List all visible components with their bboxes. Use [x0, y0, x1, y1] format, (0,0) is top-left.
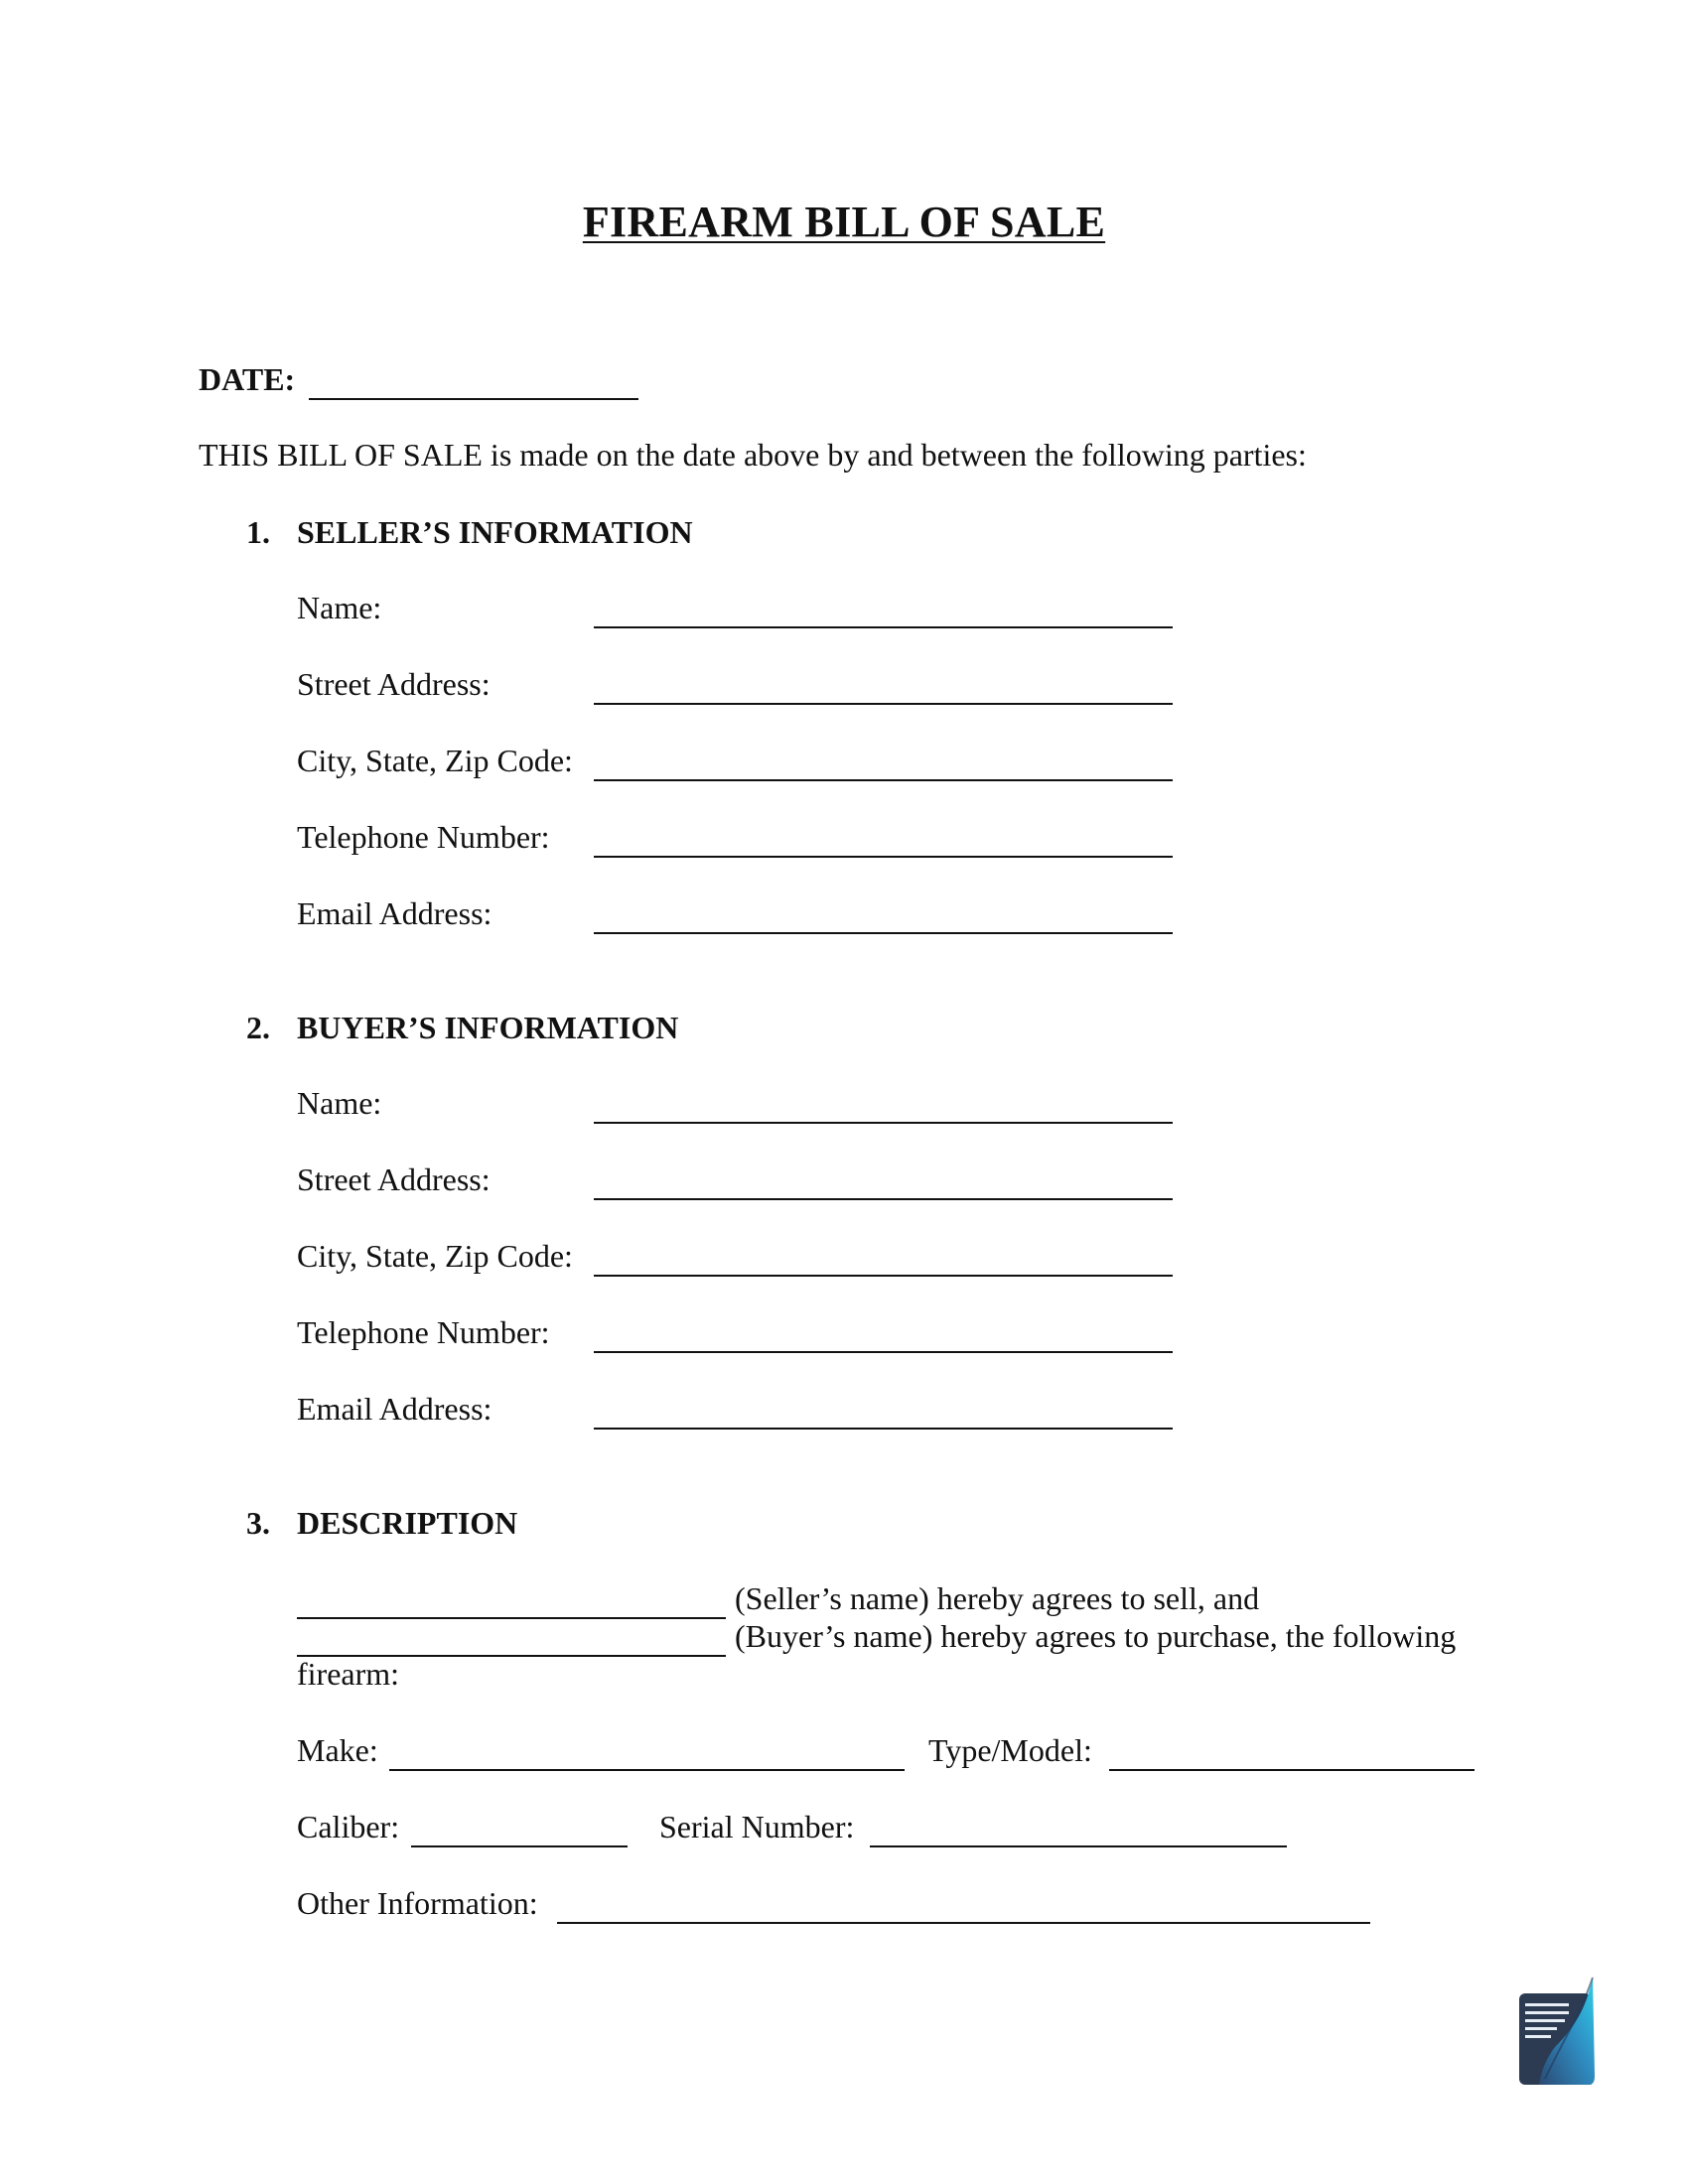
seller-clause-text: (Seller’s name) hereby agrees to sell, and: [735, 1580, 1260, 1616]
serial-number-label: Serial Number:: [659, 1809, 855, 1844]
seller-email-label: Email Address:: [297, 895, 492, 931]
seller-phone-label: Telephone Number:: [297, 819, 550, 855]
make-label: Make:: [297, 1732, 378, 1768]
buyer-name-label: Name:: [297, 1085, 382, 1121]
buyer-phone-label: Telephone Number:: [297, 1314, 550, 1350]
intro-text: THIS BILL OF SALE is made on the date above by and between the following parties:: [199, 437, 1307, 473]
seller-name-label: Name:: [297, 590, 382, 625]
buyer-section-number: 2.: [246, 1010, 270, 1045]
document-feather-logo-icon: [1517, 1976, 1597, 2087]
buyer-street-label: Street Address:: [297, 1161, 491, 1197]
buyer-name-field[interactable]: [594, 1122, 1173, 1124]
date-field[interactable]: [309, 398, 638, 400]
type-model-label: Type/Model:: [928, 1732, 1092, 1768]
description-section-number: 3.: [246, 1505, 270, 1541]
firearm-continuation-text: firearm:: [297, 1656, 400, 1692]
buyer-street-field[interactable]: [594, 1198, 1173, 1200]
serial-number-field[interactable]: [870, 1845, 1287, 1847]
buyer-city-field[interactable]: [594, 1275, 1173, 1277]
buyer-city-label: City, State, Zip Code:: [297, 1238, 573, 1274]
type-model-field[interactable]: [1109, 1769, 1475, 1771]
seller-section-number: 1.: [246, 514, 270, 550]
buyer-email-label: Email Address:: [297, 1391, 492, 1427]
buyer-email-field[interactable]: [594, 1428, 1173, 1430]
seller-phone-field[interactable]: [594, 856, 1173, 858]
make-field[interactable]: [389, 1769, 905, 1771]
description-section-heading: DESCRIPTION: [297, 1505, 518, 1541]
other-information-label: Other Information:: [297, 1885, 538, 1921]
seller-name-blank[interactable]: [297, 1617, 726, 1619]
seller-email-field[interactable]: [594, 932, 1173, 934]
date-label: DATE:: [199, 361, 296, 397]
seller-city-field[interactable]: [594, 779, 1173, 781]
caliber-label: Caliber:: [297, 1809, 400, 1844]
buyer-phone-field[interactable]: [594, 1351, 1173, 1353]
seller-street-field[interactable]: [594, 703, 1173, 705]
document-title: FIREARM BILL OF SALE: [582, 198, 1106, 246]
buyer-clause-text: (Buyer’s name) hereby agrees to purchase, the following: [735, 1618, 1457, 1654]
other-information-field[interactable]: [557, 1922, 1370, 1924]
seller-city-label: City, State, Zip Code:: [297, 743, 573, 778]
seller-section-heading: SELLER’S INFORMATION: [297, 514, 693, 550]
buyer-section-heading: BUYER’S INFORMATION: [297, 1010, 679, 1045]
seller-name-field[interactable]: [594, 626, 1173, 628]
seller-street-label: Street Address:: [297, 666, 491, 702]
caliber-field[interactable]: [411, 1845, 628, 1847]
